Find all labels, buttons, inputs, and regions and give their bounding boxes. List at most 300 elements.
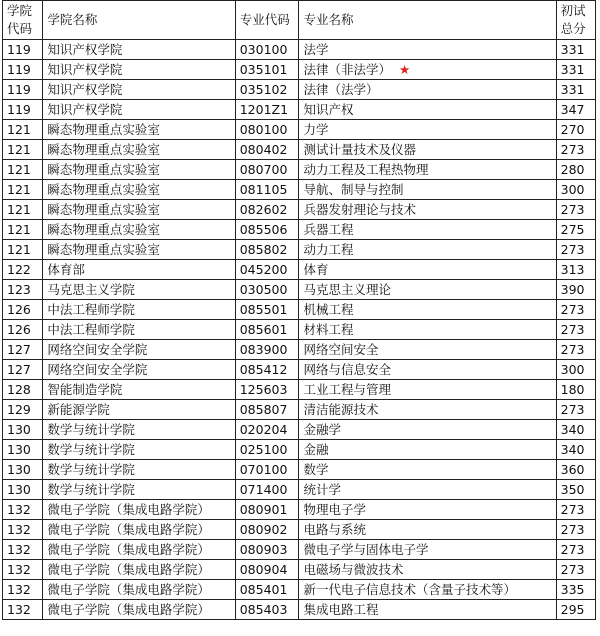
cell-college-code-text: 123	[7, 282, 31, 297]
cell-college-code	[3, 520, 43, 540]
cell-major-code	[235, 300, 299, 320]
cell-major-name	[299, 140, 556, 160]
table-row	[3, 560, 596, 580]
cell-score-text: 270	[560, 122, 585, 137]
cell-college-name-text: 瞬态物理重点实验室	[47, 222, 160, 237]
cell-major-code	[235, 400, 299, 420]
cell-college-name-text: 瞬态物理重点实验室	[47, 202, 160, 217]
cell-college-code-text: 132	[7, 542, 31, 557]
cell-score-text: 331	[560, 82, 585, 97]
table-body	[3, 40, 596, 620]
cell-major-code-text: 080901	[239, 502, 288, 517]
cell-score-text: 180	[560, 382, 585, 397]
cell-score-text: 273	[560, 542, 585, 557]
cell-college-name-text: 微电子学院（集成电路学院）	[47, 522, 210, 537]
cell-major-name-text: 集成电路工程	[303, 602, 379, 617]
cell-major-name	[299, 40, 556, 60]
cell-score-text: 273	[560, 142, 585, 157]
cell-college-name	[43, 280, 235, 300]
cell-major-name-text: 法律（法学）	[303, 82, 379, 97]
cell-major-name	[299, 600, 556, 620]
table-row	[3, 200, 596, 220]
cell-college-code-text: 126	[7, 302, 31, 317]
cell-major-name	[299, 580, 556, 600]
cell-major-name	[299, 480, 556, 500]
cell-college-name-text: 瞬态物理重点实验室	[47, 142, 160, 157]
cell-college-name	[43, 520, 235, 540]
cell-major-code	[235, 260, 299, 280]
cell-college-code-text: 122	[7, 262, 31, 277]
cell-college-name-text: 中法工程师学院	[47, 322, 135, 337]
cell-major-name-text: 微电子学与固体电子学	[303, 542, 429, 557]
cell-college-code-text: 128	[7, 382, 31, 397]
table-row	[3, 420, 596, 440]
cell-major-code-text: 081105	[239, 182, 288, 197]
cell-score	[556, 560, 595, 580]
cell-college-code-text: 119	[7, 42, 31, 57]
cell-major-code-text: 030100	[239, 42, 288, 57]
cell-college-name-text: 知识产权学院	[47, 82, 123, 97]
cell-major-code-text: 085501	[239, 302, 288, 317]
cell-college-name-text: 数学与统计学院	[47, 442, 135, 457]
cell-score	[556, 320, 595, 340]
cell-college-name-text: 数学与统计学院	[47, 422, 135, 437]
cell-college-name	[43, 580, 235, 600]
cell-score	[556, 100, 595, 120]
cell-score-text: 335	[560, 582, 585, 597]
table-row	[3, 220, 596, 240]
table-row	[3, 140, 596, 160]
cell-major-code-text: 125603	[239, 382, 288, 397]
cell-major-name	[299, 420, 556, 440]
cell-major-name-text: 动力工程及工程热物理	[303, 162, 429, 177]
cell-college-name	[43, 440, 235, 460]
table-row	[3, 600, 596, 620]
cell-major-code	[235, 440, 299, 460]
cell-major-code	[235, 580, 299, 600]
cell-major-name	[299, 220, 556, 240]
cell-major-code	[235, 140, 299, 160]
cell-college-name	[43, 560, 235, 580]
star-icon: ★	[398, 62, 411, 77]
cell-score-text: 273	[560, 202, 585, 217]
cell-college-name	[43, 200, 235, 220]
cell-score	[556, 540, 595, 560]
cell-college-code	[3, 200, 43, 220]
cell-score-text: 273	[560, 562, 585, 577]
cell-major-code	[235, 220, 299, 240]
cell-major-code	[235, 180, 299, 200]
cell-major-name-text: 统计学	[303, 482, 341, 497]
cell-college-name	[43, 220, 235, 240]
cell-major-name-text: 电路与系统	[303, 522, 366, 537]
cell-college-name-text: 知识产权学院	[47, 42, 123, 57]
cell-major-name-text: 金融学	[303, 422, 341, 437]
table-row	[3, 320, 596, 340]
cell-college-name	[43, 380, 235, 400]
cell-major-name-text: 法律（非法学）	[303, 62, 391, 77]
cell-major-code	[235, 560, 299, 580]
cell-college-name-text: 马克思主义学院	[47, 282, 135, 297]
cell-major-name	[299, 360, 556, 380]
cell-college-code-text: 119	[7, 62, 31, 77]
cell-score-text: 347	[560, 102, 585, 117]
cell-college-name-text: 知识产权学院	[47, 62, 123, 77]
cell-major-code-text: 1201Z1	[239, 102, 289, 117]
cell-college-name-text: 瞬态物理重点实验室	[47, 122, 160, 137]
cell-score-text: 273	[560, 402, 585, 417]
cell-college-code	[3, 300, 43, 320]
table-row	[3, 340, 596, 360]
cell-major-name	[299, 200, 556, 220]
cell-major-code-text: 020204	[239, 422, 288, 437]
cell-major-name	[299, 100, 556, 120]
table-row	[3, 500, 596, 520]
header-score	[556, 1, 595, 40]
cell-score	[556, 80, 595, 100]
cell-major-code	[235, 280, 299, 300]
cell-college-code	[3, 440, 43, 460]
cell-college-name-text: 智能制造学院	[47, 382, 123, 397]
cell-college-name-text: 数学与统计学院	[47, 462, 135, 477]
cell-college-name	[43, 320, 235, 340]
cell-major-name-text: 兵器发射理论与技术	[303, 202, 416, 217]
cell-score-text: 313	[560, 262, 585, 277]
score-table	[2, 0, 596, 620]
cell-major-name-text: 导航、制导与控制	[303, 182, 404, 197]
cell-college-name	[43, 460, 235, 480]
cell-college-code	[3, 580, 43, 600]
cell-college-name-text: 微电子学院（集成电路学院）	[47, 582, 210, 597]
cell-college-code	[3, 60, 43, 80]
cell-college-name	[43, 60, 235, 80]
cell-college-code	[3, 600, 43, 620]
cell-college-name-text: 微电子学院（集成电路学院）	[47, 562, 210, 577]
cell-score	[556, 300, 595, 320]
cell-college-name-text: 瞬态物理重点实验室	[47, 242, 160, 257]
cell-major-name-text: 工业工程与管理	[303, 382, 391, 397]
cell-score	[556, 600, 595, 620]
table-row	[3, 160, 596, 180]
cell-major-name-text: 网络与信息安全	[303, 362, 391, 377]
cell-score	[556, 580, 595, 600]
table-row	[3, 580, 596, 600]
table-row	[3, 360, 596, 380]
cell-score	[556, 140, 595, 160]
cell-major-name	[299, 520, 556, 540]
table-row	[3, 300, 596, 320]
cell-college-name	[43, 180, 235, 200]
cell-score	[556, 240, 595, 260]
cell-major-name	[299, 60, 556, 80]
cell-major-name	[299, 300, 556, 320]
cell-major-name-text: 力学	[303, 122, 329, 137]
cell-score-text: 300	[560, 362, 585, 377]
header-college-code-line2: 代码	[7, 21, 33, 36]
cell-major-code-text: 085601	[239, 322, 288, 337]
cell-college-code	[3, 360, 43, 380]
cell-college-name-text: 知识产权学院	[47, 102, 123, 117]
cell-major-code-text: 080402	[239, 142, 288, 157]
table-row	[3, 520, 596, 540]
cell-college-name-text: 瞬态物理重点实验室	[47, 182, 160, 197]
cell-college-name	[43, 300, 235, 320]
cell-score-text: 295	[560, 602, 585, 617]
table-row	[3, 40, 596, 60]
cell-college-code	[3, 460, 43, 480]
cell-score-text: 275	[560, 222, 585, 237]
table-row	[3, 60, 596, 80]
cell-score	[556, 280, 595, 300]
cell-major-name	[299, 340, 556, 360]
header-major-code: 专业代码	[235, 1, 299, 40]
cell-major-name-text: 材料工程	[303, 322, 354, 337]
cell-major-code-text: 070100	[239, 462, 288, 477]
table-row	[3, 280, 596, 300]
cell-college-name	[43, 540, 235, 560]
cell-major-code	[235, 120, 299, 140]
cell-major-code	[235, 380, 299, 400]
cell-score-text: 331	[560, 62, 585, 77]
cell-college-code	[3, 500, 43, 520]
cell-major-code	[235, 60, 299, 80]
cell-major-name	[299, 500, 556, 520]
cell-college-name-text: 微电子学院（集成电路学院）	[47, 502, 210, 517]
cell-major-code	[235, 480, 299, 500]
cell-college-name-text: 体育部	[47, 262, 85, 277]
cell-college-code-text: 130	[7, 422, 31, 437]
cell-college-code-text: 121	[7, 182, 31, 197]
cell-college-code-text: 132	[7, 582, 31, 597]
cell-college-code	[3, 40, 43, 60]
cell-major-name	[299, 180, 556, 200]
cell-score	[556, 400, 595, 420]
cell-major-name-text: 法学	[303, 42, 329, 57]
cell-major-code-text: 085506	[239, 222, 288, 237]
cell-major-name	[299, 560, 556, 580]
cell-score-text: 340	[560, 442, 585, 457]
cell-major-code-text: 080904	[239, 562, 288, 577]
cell-score	[556, 440, 595, 460]
cell-college-code-text: 132	[7, 502, 31, 517]
cell-major-code-text: 082602	[239, 202, 288, 217]
cell-college-code	[3, 220, 43, 240]
cell-major-name-text: 网络空间安全	[303, 342, 379, 357]
cell-college-name-text: 中法工程师学院	[47, 302, 135, 317]
cell-college-name	[43, 420, 235, 440]
cell-major-name	[299, 380, 556, 400]
cell-major-name-text: 数学	[303, 462, 329, 477]
cell-score-text: 360	[560, 462, 585, 477]
cell-college-code-text: 121	[7, 142, 31, 157]
cell-college-name	[43, 340, 235, 360]
cell-college-code	[3, 380, 43, 400]
cell-college-code	[3, 140, 43, 160]
cell-score	[556, 380, 595, 400]
cell-score	[556, 360, 595, 380]
cell-college-name	[43, 240, 235, 260]
cell-college-name	[43, 500, 235, 520]
cell-college-code	[3, 400, 43, 420]
cell-score-text: 280	[560, 162, 585, 177]
table-row	[3, 380, 596, 400]
cell-college-name-text: 瞬态物理重点实验室	[47, 162, 160, 177]
cell-major-code-text: 025100	[239, 442, 288, 457]
cell-score-text: 273	[560, 242, 585, 257]
cell-college-name	[43, 40, 235, 60]
cell-score-text: 273	[560, 342, 585, 357]
cell-college-code	[3, 80, 43, 100]
cell-major-code-text: 080700	[239, 162, 288, 177]
cell-major-code	[235, 40, 299, 60]
cell-college-code-text: 119	[7, 82, 31, 97]
cell-score-text: 273	[560, 322, 585, 337]
cell-major-name	[299, 440, 556, 460]
cell-major-code	[235, 520, 299, 540]
cell-score	[556, 340, 595, 360]
cell-major-code-text: 035101	[239, 62, 288, 77]
cell-college-code	[3, 180, 43, 200]
cell-college-name	[43, 600, 235, 620]
cell-college-name-text: 数学与统计学院	[47, 482, 135, 497]
cell-score-text: 390	[560, 282, 585, 297]
cell-college-code	[3, 240, 43, 260]
cell-college-code-text: 132	[7, 522, 31, 537]
cell-college-code	[3, 120, 43, 140]
cell-college-code-text: 132	[7, 562, 31, 577]
cell-college-code	[3, 340, 43, 360]
cell-college-name	[43, 100, 235, 120]
cell-college-code	[3, 320, 43, 340]
cell-score	[556, 40, 595, 60]
cell-college-code-text: 121	[7, 122, 31, 137]
cell-major-code-text: 035102	[239, 82, 288, 97]
table-row	[3, 460, 596, 480]
cell-score	[556, 220, 595, 240]
cell-college-name-text: 微电子学院（集成电路学院）	[47, 602, 210, 617]
cell-major-name	[299, 160, 556, 180]
table-row	[3, 180, 596, 200]
cell-college-code-text: 130	[7, 482, 31, 497]
cell-score	[556, 120, 595, 140]
table-row	[3, 480, 596, 500]
table-row	[3, 80, 596, 100]
cell-major-code	[235, 240, 299, 260]
cell-college-code	[3, 480, 43, 500]
cell-score-text: 300	[560, 182, 585, 197]
cell-major-code	[235, 160, 299, 180]
cell-score	[556, 60, 595, 80]
cell-score	[556, 260, 595, 280]
cell-major-code-text: 080100	[239, 122, 288, 137]
cell-major-code-text: 030500	[239, 282, 288, 297]
cell-major-code-text: 085403	[239, 602, 288, 617]
table-row	[3, 440, 596, 460]
cell-major-name-text: 物理电子学	[303, 502, 366, 517]
cell-college-code-text: 129	[7, 402, 31, 417]
cell-major-code-text: 085802	[239, 242, 288, 257]
cell-college-name	[43, 160, 235, 180]
cell-college-code-text: 130	[7, 442, 31, 457]
cell-major-code-text: 085807	[239, 402, 288, 417]
cell-major-name	[299, 280, 556, 300]
cell-major-name-text: 马克思主义理论	[303, 282, 391, 297]
cell-major-code	[235, 420, 299, 440]
cell-major-code	[235, 340, 299, 360]
cell-major-name-text: 动力工程	[303, 242, 354, 257]
cell-major-name	[299, 240, 556, 260]
cell-college-name	[43, 80, 235, 100]
cell-college-code	[3, 160, 43, 180]
cell-major-code-text: 083900	[239, 342, 288, 357]
cell-college-code-text: 127	[7, 362, 31, 377]
cell-college-code-text: 132	[7, 602, 31, 617]
cell-college-code	[3, 280, 43, 300]
cell-college-code	[3, 260, 43, 280]
cell-major-name-text: 清洁能源技术	[303, 402, 379, 417]
cell-major-name-text: 兵器工程	[303, 222, 354, 237]
cell-college-name	[43, 360, 235, 380]
table-row	[3, 400, 596, 420]
cell-major-code-text: 085412	[239, 362, 288, 377]
cell-score	[556, 480, 595, 500]
cell-major-code	[235, 320, 299, 340]
cell-score	[556, 180, 595, 200]
cell-major-name	[299, 260, 556, 280]
header-college-code	[3, 1, 43, 40]
cell-college-code-text: 127	[7, 342, 31, 357]
cell-score-text: 340	[560, 422, 585, 437]
cell-college-code	[3, 100, 43, 120]
cell-major-code-text: 045200	[239, 262, 288, 277]
cell-major-name	[299, 460, 556, 480]
cell-college-code-text: 121	[7, 162, 31, 177]
cell-college-code-text: 121	[7, 242, 31, 257]
cell-score-text: 273	[560, 502, 585, 517]
cell-major-name-text: 机械工程	[303, 302, 354, 317]
cell-major-code-text: 071400	[239, 482, 288, 497]
cell-major-name	[299, 400, 556, 420]
cell-college-code-text: 121	[7, 202, 31, 217]
cell-major-code	[235, 80, 299, 100]
table-row	[3, 540, 596, 560]
cell-major-name-text: 知识产权	[303, 102, 354, 117]
cell-college-code	[3, 540, 43, 560]
table-row	[3, 260, 596, 280]
cell-major-name	[299, 80, 556, 100]
cell-score	[556, 500, 595, 520]
header-major-name: 专业名称	[299, 1, 556, 40]
table-row	[3, 100, 596, 120]
cell-college-code	[3, 560, 43, 580]
cell-major-code	[235, 600, 299, 620]
cell-major-code	[235, 100, 299, 120]
cell-score-text: 350	[560, 482, 585, 497]
table-row	[3, 240, 596, 260]
header-college-code-line1: 学院	[7, 3, 33, 18]
cell-major-code	[235, 540, 299, 560]
cell-major-name	[299, 540, 556, 560]
cell-college-code-text: 121	[7, 222, 31, 237]
cell-college-name-text: 网络空间安全学院	[47, 362, 148, 377]
header-college-name: 学院名称	[43, 1, 235, 40]
cell-major-name-text: 测试计量技术及仪器	[303, 142, 416, 157]
cell-major-name	[299, 120, 556, 140]
table-row	[3, 120, 596, 140]
cell-college-name	[43, 120, 235, 140]
cell-major-code	[235, 460, 299, 480]
cell-college-name-text: 微电子学院（集成电路学院）	[47, 542, 210, 557]
